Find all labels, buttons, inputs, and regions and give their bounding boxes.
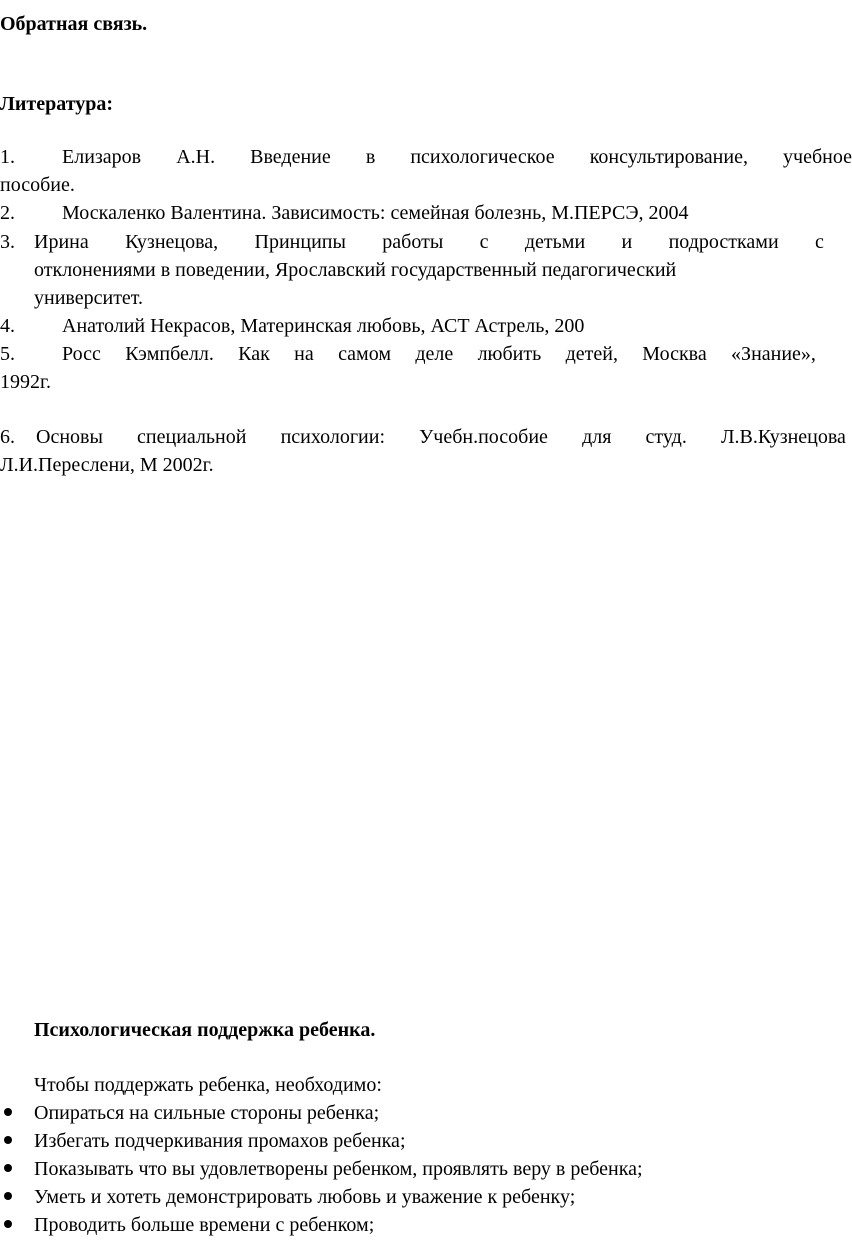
bullet-icon bbox=[4, 1192, 12, 1200]
reference-number: 6. bbox=[0, 426, 15, 448]
word: Елизаров bbox=[62, 146, 142, 168]
word: деле bbox=[415, 343, 454, 365]
word: Введение bbox=[250, 146, 331, 168]
word: Л.В.Кузнецова bbox=[720, 426, 846, 448]
feedback-heading: Обратная связь. bbox=[0, 13, 148, 35]
word: Основы bbox=[36, 426, 103, 448]
word: самом bbox=[338, 343, 391, 365]
word: с bbox=[815, 231, 824, 253]
word: Кузнецова, bbox=[125, 231, 219, 253]
word: учебное bbox=[783, 146, 852, 168]
list-item-text: Опираться на сильные стороны ребенка; bbox=[34, 1102, 380, 1124]
reference-number: 3. bbox=[0, 231, 15, 253]
word: подростками bbox=[668, 231, 779, 253]
reference-line bbox=[62, 143, 852, 171]
reference-number: 1. bbox=[0, 146, 15, 168]
reference-line: Л.И.Переслени, М 2002г. bbox=[0, 454, 214, 476]
word: детьми bbox=[524, 231, 586, 253]
word: в bbox=[365, 146, 376, 168]
word: на bbox=[294, 343, 314, 365]
reference-line: университет. bbox=[34, 287, 144, 309]
word: Ирина bbox=[34, 231, 89, 253]
word: Учебн.пособие bbox=[419, 426, 548, 448]
word: консультирование, bbox=[589, 146, 748, 168]
reference-line bbox=[36, 423, 846, 451]
reference-line bbox=[62, 340, 816, 368]
word: работы bbox=[382, 231, 444, 253]
word: Принципы bbox=[254, 231, 346, 253]
list-item-text: Избегать подчеркивания промахов ребенка; bbox=[34, 1130, 406, 1152]
reference-number: 4. bbox=[0, 315, 15, 337]
word: психологическое bbox=[410, 146, 555, 168]
word: любить bbox=[477, 343, 542, 365]
support-title: Психологическая поддержка ребенка. bbox=[34, 1019, 376, 1041]
word: Росс bbox=[62, 343, 101, 365]
word: А.Н. bbox=[176, 146, 216, 168]
reference-line: отклонениями в поведении, Ярославский государственный педагогический bbox=[34, 259, 677, 281]
bullet-icon bbox=[4, 1108, 12, 1116]
word: специальной bbox=[137, 426, 247, 448]
word: студ. bbox=[645, 426, 687, 448]
reference-line: Анатолий Некрасов, Материнская любовь, АСТ Астрель, 200 bbox=[62, 315, 585, 337]
bullet-icon bbox=[4, 1136, 12, 1144]
literature-heading: Литература: bbox=[0, 93, 114, 115]
reference-line: Москаленко Валентина. Зависимость: семейная болезнь, М.ПЕРСЭ, 2004 bbox=[62, 202, 689, 224]
word: детей, bbox=[565, 343, 618, 365]
word: Кэмпбелл. bbox=[125, 343, 214, 365]
word: Москва bbox=[642, 343, 707, 365]
reference-number: 5. bbox=[0, 343, 15, 365]
reference-line: 1992г. bbox=[0, 371, 51, 393]
word: с bbox=[479, 231, 489, 253]
word: для bbox=[582, 426, 612, 448]
word: и bbox=[621, 231, 633, 253]
list-item-text: Проводить больше времени с ребенком; bbox=[34, 1214, 375, 1236]
list-item-text: Уметь и хотеть демонстрировать любовь и уважение к ребенку; bbox=[34, 1186, 576, 1208]
word: «Знание», bbox=[731, 343, 816, 365]
word: психологии: bbox=[280, 426, 385, 448]
list-item-text: Показывать что вы удовлетворены ребенком, проявлять веру в ребенка; bbox=[34, 1158, 643, 1180]
reference-number: 2. bbox=[0, 202, 15, 224]
bullet-icon bbox=[4, 1220, 12, 1228]
word: Как bbox=[238, 343, 270, 365]
reference-line bbox=[34, 228, 824, 256]
bullet-icon bbox=[4, 1164, 12, 1172]
support-intro: Чтобы поддержать ребенка, необходимо: bbox=[34, 1074, 382, 1096]
reference-line: пособие. bbox=[0, 174, 75, 196]
